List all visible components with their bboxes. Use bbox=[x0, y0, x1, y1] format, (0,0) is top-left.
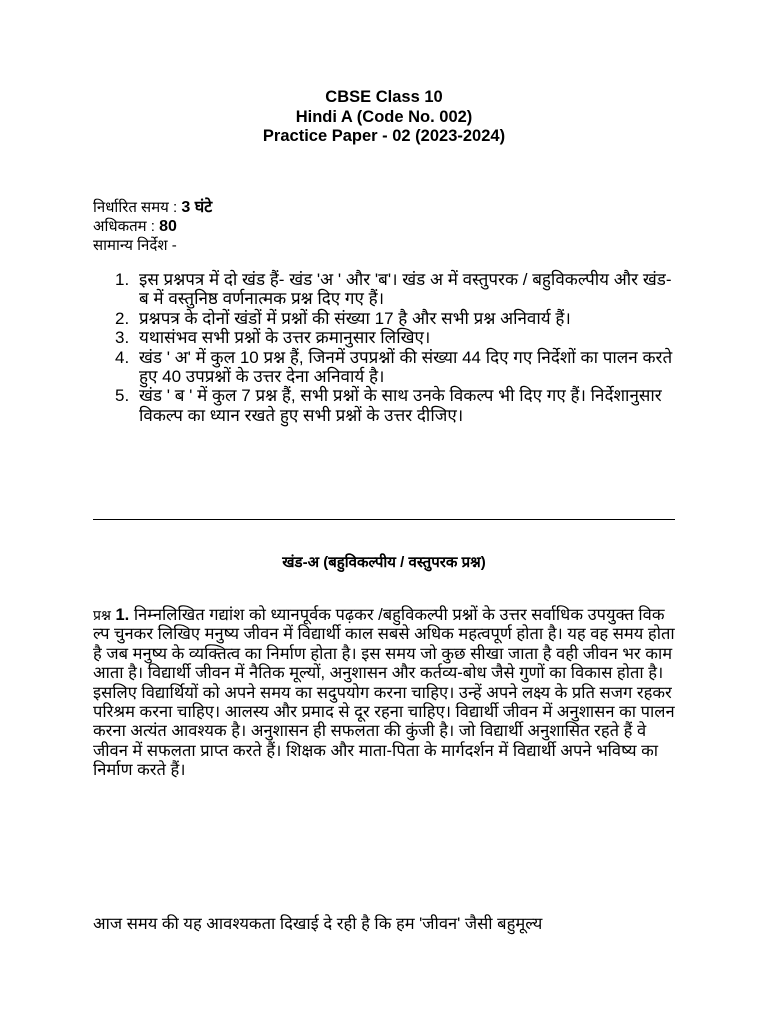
time-label: निर्धारित समय : bbox=[93, 199, 178, 216]
marks-value: 80 bbox=[159, 218, 177, 235]
instruction-item bbox=[93, 348, 673, 387]
instruction-number: 3. bbox=[115, 328, 130, 348]
instruction-item bbox=[93, 270, 673, 309]
time-value: 3 घंटे bbox=[181, 199, 213, 216]
instruction-number: 5. bbox=[115, 386, 130, 406]
marks-label: अधिकतम : bbox=[93, 218, 155, 235]
instruction-number: 1. bbox=[115, 270, 130, 289]
section-divider bbox=[93, 519, 675, 520]
instruction-text: खंड ' ब ' में कुल 7 प्रश्न हैं, सभी प्रश्नों के साथ उनके विकल्प भी दिए गए हैं। निर्देशानुसार विकल्प का ध्यान रखते हुए सभी प्रश्नों के उत्तर दीजिए। bbox=[139, 386, 662, 425]
instructions-heading: सामान्य निर्देश - bbox=[93, 237, 177, 254]
question-passage bbox=[93, 606, 675, 781]
instruction-text: यथासंभव सभी प्रश्नों के उत्तर क्रमानुसार लिखिए। bbox=[139, 328, 431, 348]
document-header bbox=[0, 88, 768, 147]
instruction-text: इस प्रश्नपत्र में दो खंड हैं- खंड 'अ ' और 'ब'। खंड अ में वस्तुपरक / बहुविकल्पीय और खंड-ब में वस्तुनिष्ठ वर्णनात्मक प्रश्न दिए गए हैं। bbox=[139, 270, 672, 309]
exam-meta bbox=[93, 198, 212, 255]
marks-row bbox=[93, 217, 212, 236]
instruction-number: 2. bbox=[115, 308, 130, 328]
header-paper: Practice Paper - 02 (2023-2024) bbox=[262, 127, 506, 145]
instructions-list bbox=[93, 270, 673, 425]
instruction-text: प्रश्नपत्र के दोनों खंडों में प्रश्नों की संख्या 17 है और सभी प्रश्न अनिवार्य हैं। bbox=[139, 308, 571, 328]
instruction-item bbox=[93, 309, 673, 328]
section-title: खंड-अ (बहुविकल्पीय / वस्तुपरक प्रश्न) bbox=[282, 554, 486, 571]
question-label: प्रश्न bbox=[93, 607, 111, 623]
instruction-item bbox=[93, 328, 673, 347]
instruction-number: 4. bbox=[115, 347, 130, 367]
header-subject: Hindi A (Code No. 002) bbox=[295, 107, 473, 126]
question-text: निम्नलिखित गद्यांश को ध्यानपूर्वक पढ़कर /बहुविकल्पी प्रश्नों के उत्तर सर्वाधिक उपयुक्त विकल्प चुनकर लिखिए मनुष्य जीवन में विद्यार्थी काल सबसे अधिक महत्वपूर्ण होता है। यह वह समय होता है जब मनुष्य के व्यक्तित्व का निर्माण होता है। इस समय जो कुछ सीखा जाता है वही जीवन भर काम आता है। विद्यार्थी जीवन में नैतिक मूल्यों, अनुशासन और कर्तव्य-बोध जैसे गुणों का विकास होता है। इसलिए विद्यार्थियों को अपने समय का सदुपयोग करना चाहिए। उन्हें अपने लक्ष्य के प्रति सजग रहकर परिश्रम करना चाहिए। आलस्य और प्रमाद से दूर रहना चाहिए। विद्यार्थी जीवन में अनुशासन का पालन करना अत्यंत आवश्यक है। अनुशासन ही सफलता की कुंजी है। जो विद्यार्थी अनुशासित रहते हैं वे जीवन में सफलता प्राप्त करते हैं। शिक्षक और माता-पिता के मार्गदर्शन में विद्यार्थी अपने भविष्य का निर्माण करते हैं। bbox=[93, 606, 675, 780]
time-row bbox=[93, 198, 212, 217]
header-title: CBSE Class 10 bbox=[325, 88, 443, 106]
passage-continuation: आज समय की यह आवश्यकता दिखाई दे रही है कि हम 'जीवन' जैसी बहुमूल्य bbox=[93, 915, 543, 933]
question-number: 1. bbox=[115, 606, 130, 624]
instruction-text: खंड ' अ' में कुल 10 प्रश्न हैं, जिनमें उपप्रश्नों की संख्या 44 दिए गए निर्देशों का पालन करते हुए 40 उपप्रश्नों के उत्तर देना अनिवार्य है। bbox=[139, 347, 673, 387]
instruction-item bbox=[93, 386, 673, 425]
